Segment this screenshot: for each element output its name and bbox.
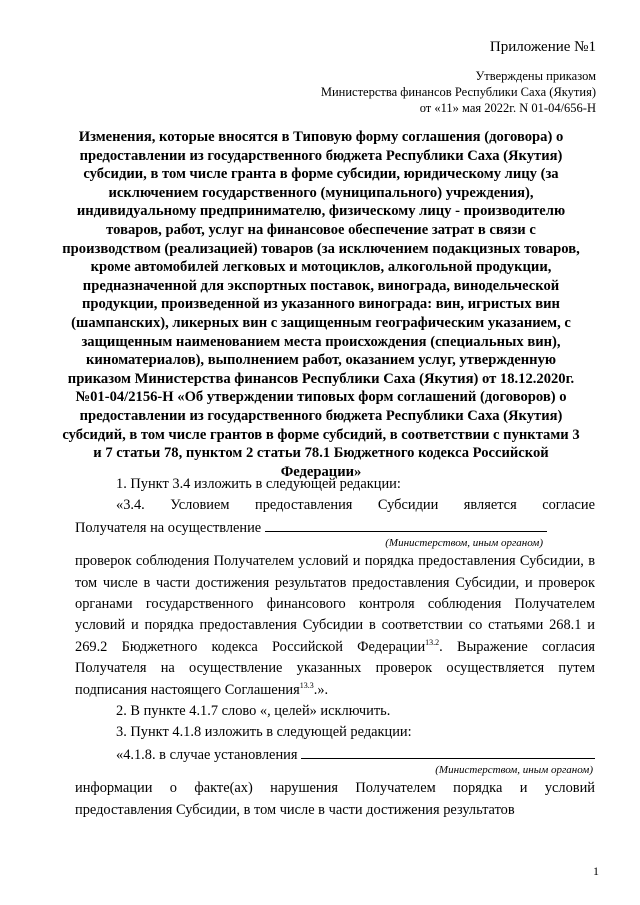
approval-line: от «11» мая 2022г. N 01-04/656-Н <box>419 101 596 115</box>
approval-block <box>216 68 596 116</box>
clause-3-4-line2: Получателя на осуществление <box>75 519 262 536</box>
note-ministry-2: (Министерством, иным органом) <box>435 764 593 777</box>
item-1: 1. Пункт 3.4 изложить в следующей редакции: <box>116 476 401 492</box>
clause-4-1-8-fill-row <box>75 744 595 766</box>
footnote-ref: 13.3 <box>299 680 314 690</box>
document-title: Изменения, которые вносятся в Типовую форму соглашения (договора) о предоставлении из государственного бюджета Республики Саха (Якутия) субсидии, в том числе гранта в форме субсидии, юридическому лицу (за исключением государственного (муниципального) учреждения), индивидуальному предпринимателю, физическому лицу - производителю товаров, работ, услуг на финансовое обеспечение затрат в связи с производством (реализацией) товаров (за исключением подакцизных товаров, кроме автомобилей легковых и мотоциклов, алкогольной продукции, предназначенной для экспортных поставок, винограда, винодельческой продукции, произведенной из указанного винограда: вин, игристых вин (шампанских), ликерных вин с защищенным географическим указанием, с защищенным наименованием места происхождения (специальных вин), киноматериалов), выполнением работ, оказанием услуг, утвержденную приказом Министерства финансов Республики Саха (Якутия) от 18.12.2020г. №01-04/2156-Н «Об утверждении типовых форм соглашений (договоров) о предоставлении из государственного бюджета Республики Саха (Якутия) субсидий, в том числе грантов в форме субсидий, в соответствии с пунктами 3 и 7 статьи 78, пунктом 2 статьи 78.1 Бюджетного кодекса Российской Федерации» <box>62 129 580 480</box>
appendix-label: Приложение №1 <box>489 39 596 55</box>
clause-3-4-fill-row <box>75 517 595 539</box>
approval-line: Утверждены приказом <box>475 69 596 83</box>
item-2: 2. В пункте 4.1.7 слово «, целей» исключить. <box>116 703 391 720</box>
clause-3-4-end: .». <box>313 681 329 698</box>
document-body <box>75 474 595 821</box>
footnote-ref: 13.2 <box>425 638 440 648</box>
clause-4-1-8-start: «4.1.8. в случае установления <box>116 746 298 763</box>
blank-line <box>265 517 547 532</box>
clause-4-1-8-text: информации о факте(ах) нарушения Получателем порядка и условий предоставления Субсидии, в том числе в части достижения результатов <box>75 780 595 818</box>
clause-3-4-body-2: . Выражение согласия Получателя на осуществление указанных проверок осуществляется путем подписания настоящего Соглашения <box>75 638 596 698</box>
clause-3-4-text <box>75 551 595 701</box>
clause-3-4-start: «3.4. Условием предоставления Субсидии является согласие <box>116 497 595 514</box>
approval-line: Министерства финансов Республики Саха (Якутия) <box>320 85 596 99</box>
page-number: 1 <box>593 864 599 878</box>
clause-3-4-body: проверок соблюдения Получателем условий и порядка предоставления Субсидии, в том числе в части достижения результатов предоставления Субсидии, и проверок органами государственного финансового контроля соблюдения Получателем условий и порядка предоставления Субсидии в соответствии со статьями 268.1 и 269.2 Бюджетного кодекса Российской Федерации <box>75 553 595 655</box>
note-ministry: (Министерством, иным органом) <box>385 537 543 550</box>
blank-line <box>301 744 595 759</box>
item-3: 3. Пункт 4.1.8 изложить в следующей редакции: <box>116 724 412 741</box>
